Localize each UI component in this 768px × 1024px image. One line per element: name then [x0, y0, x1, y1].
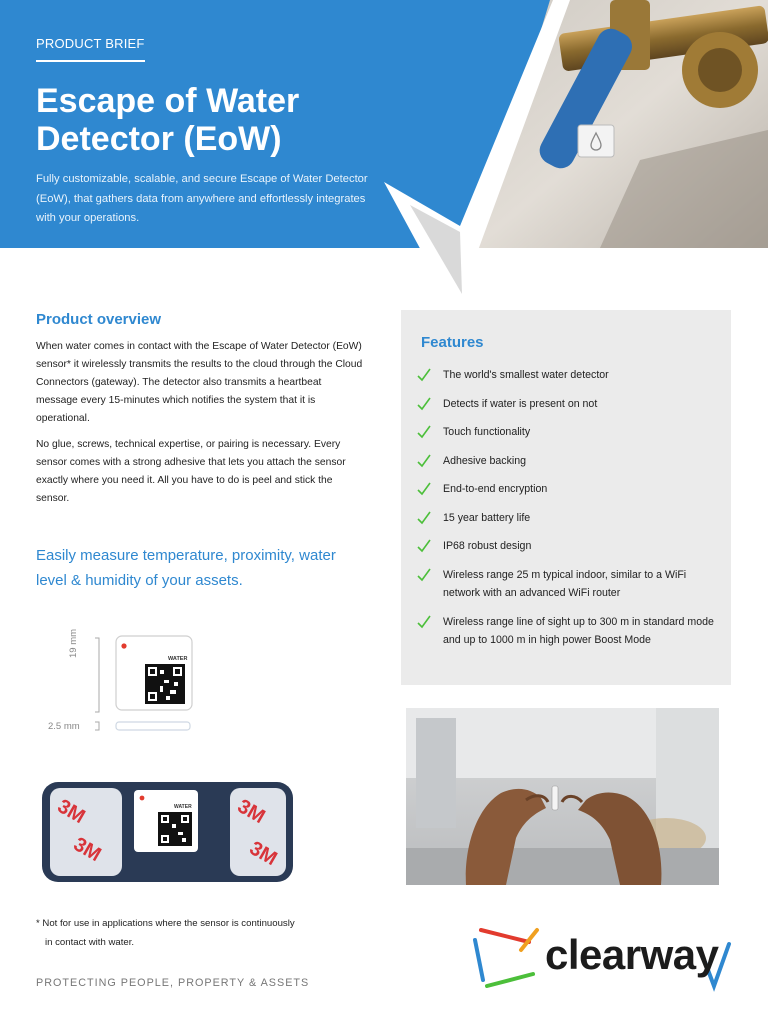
svg-text:3M: 3M: [69, 833, 105, 867]
adhesive-pack-image: [40, 778, 295, 886]
hands-installing-sensor-photo: [406, 708, 719, 885]
feature-item: [417, 423, 717, 442]
check-icon: [417, 395, 443, 411]
svg-text:WATER: WATER: [174, 804, 192, 810]
device-water-label: WATER: [168, 656, 188, 662]
feature-item: [417, 613, 717, 650]
sensor-dimension-drawing: [90, 630, 210, 740]
overview-paragraph-1: When water comes in contact with the Escape of Water Detector (EoW) sensor* it wirelessly transmits the results to the cloud through the Cloud Connectors (gateway). The detector also transmits a heartbeat message every 15-minutes which notifies the system that it is operational.: [36, 341, 363, 424]
check-icon: [417, 452, 443, 468]
svg-text:3M: 3M: [233, 795, 269, 829]
thickness-dimension-label: 2.5 mm: [48, 721, 80, 732]
feature-text: End-to-end encryption: [443, 483, 548, 495]
feature-item: [417, 480, 717, 499]
feature-item: [417, 452, 717, 471]
feature-item: [417, 509, 717, 528]
feature-text: The world's smallest water detector: [443, 369, 609, 381]
product-brief-tag: PRODUCT BRIEF: [36, 36, 145, 51]
footnote-line-2: in contact with water.: [45, 937, 135, 948]
clearway-wordmark: clearway: [545, 931, 719, 978]
feature-text: Wireless range line of sight up to 300 m in standard mode and up to 1000 m in high power Boost Mode: [443, 615, 714, 646]
check-icon: [417, 480, 443, 496]
feature-text: Detects if water is present on not: [443, 397, 598, 410]
intro-text: Fully customizable, scalable, and secure Escape of Water Detector (EoW), that gathers data from anywhere and effortlessly integrates with your operations.: [36, 173, 368, 224]
footnote: [36, 914, 356, 952]
check-icon: [417, 613, 443, 629]
feature-text: IP68 robust design: [443, 540, 532, 552]
feature-text: Touch functionality: [443, 426, 531, 438]
svg-text:3M: 3M: [245, 837, 281, 871]
feature-item: [417, 566, 717, 603]
feature-text: Wireless range 25 m typical indoor, similar to a WiFi network with an advanced WiFi router: [443, 568, 687, 599]
feature-text: 15 year battery life: [443, 511, 531, 524]
footnote-line-1: * Not for use in applications where the sensor is continuously: [36, 918, 295, 929]
feature-item: [417, 537, 717, 556]
tag-underline: [36, 60, 145, 62]
check-icon: [417, 509, 443, 525]
title-line-1: Escape of Water: [36, 82, 300, 120]
feature-list: [417, 366, 717, 660]
svg-text:3M: 3M: [53, 795, 89, 829]
title-line-2: Detector (EoW): [36, 120, 282, 158]
overview-heading: Product overview: [36, 311, 162, 328]
feature-item: [417, 395, 717, 414]
features-panel: [401, 310, 731, 685]
check-icon: [417, 566, 443, 582]
check-icon: [417, 423, 443, 439]
overview-tagline: Easily measure temperature, proximity, water level & humidity of your assets.: [36, 547, 336, 589]
check-icon: [417, 366, 443, 382]
overview-paragraph-2: No glue, screws, technical expertise, or pairing is necessary. Every sensor comes with a strong adhesive that lets you attach the sensor exactly where you need it. All you have to do is peel and stick the sensor.: [36, 439, 346, 504]
feature-text: Adhesive backing: [443, 454, 527, 467]
check-icon: [417, 537, 443, 553]
height-dimension-label: 19 mm: [68, 628, 79, 658]
footer-tagline: PROTECTING PEOPLE, PROPERTY & ASSETS: [36, 977, 310, 989]
feature-item: [417, 366, 717, 385]
features-heading: Features: [421, 334, 484, 351]
page-title: [36, 82, 416, 158]
